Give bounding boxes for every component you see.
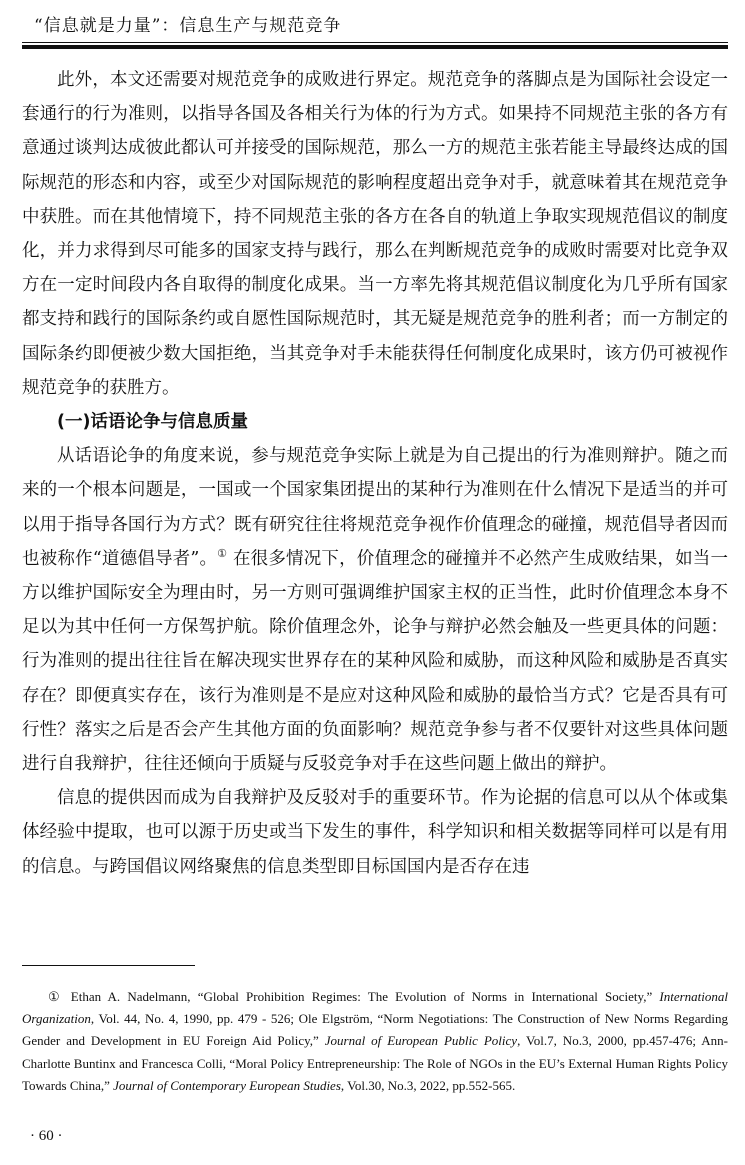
body-text [22, 63, 728, 884]
footnote-marker: ① [48, 989, 64, 1004]
footnote-text-4: , Vol.30, No.3, 2022, pp.552-565. [340, 1077, 516, 1093]
section-subheading: (一)话语论争与信息质量 [57, 412, 248, 433]
page-number: · 60 · [30, 1128, 63, 1144]
footnote-text-1: Ethan A. Nadelmann, “Global Prohibition Regimes: The Evolution of Norms in International Society,” [63, 989, 660, 1004]
footnote-journal-3: Journal of Contemporary European Studies [113, 1077, 341, 1093]
footnote-reference[interactable]: ① [217, 547, 228, 561]
footnote-text-3: , Vol.7, No.3, 2000, pp.457-476; Ann-Charlotte Buntinx and Francesca Colli, “Moral Policy Entrepreneurship: The Role of NGOs in the EU’s External Human Rights Policy Towards China,” [22, 1033, 729, 1093]
header-rule-thick [22, 45, 728, 49]
footnote-text-2: , Vol. 44, No. 4, 1990, pp. 479 - 526; Ole Elgström, “Norm Negotiations: The Construction of New Norms Regarding Gender and Development in EU Foreign Aid Policy,” [22, 1011, 728, 1049]
page-header [22, 14, 728, 49]
paragraph-2-part-b: 在很多情况下，价值理念的碰撞并不必然产生成败结果，如当一方以维护国际安全为理由时，另一方则可强调维护国家主权的正当性，此时价值理念本身不足以为其中任何一方保驾护航。除价值理念外，论争与辩护必然会触及一些更具体的问题：行为准则的提出往往旨在解决现实世界存在的某种风险和威胁，而这种风险和威胁是否真实存在？即便真实存在，该行为准则是不是应对这种风险和威胁的最恰当方式？它是否具有可行性？落实之后是否会产生其他方面的负面影响？规范竞争参与者不仅要针对这些具体问题进行自我辩护，往往还倾向于质疑与反驳竞争对手在这些问题上做出的辩护。 [22, 548, 728, 775]
paragraph-2 [22, 439, 728, 781]
footnote-separator [22, 965, 195, 966]
footnote-1 [22, 986, 728, 1097]
header-rule-thin [22, 42, 728, 43]
footnote-journal-2: Journal of European Public Policy [324, 1033, 518, 1049]
paragraph-2-part-a: 从话语论争的角度来说，参与规范竞争实际上就是为自己提出的行为准则辩护。随之而来的一个根本问题是，一国或一个国家集团提出的某种行为准则在什么情况下是适当的并可以用于指导各国行为方式？既有研究往往将规范竞争视作价值理念的碰撞，规范倡导者因而也被称作“道德倡导者”。 [22, 446, 728, 569]
footnote-journal-1: International Organization [22, 989, 728, 1027]
paragraph-1: 此外，本文还需要对规范竞争的成败进行界定。规范竞争的落脚点是为国际社会设定一套通行的行为准则，以指导各国及各相关行为体的行为方式。如果持不同规范主张的各方有意通过谈判达成彼此都认可并接受的国际规范，那么一方的规范主张若能主导最终达成的国际规范的形态和内容，或至少对国际规范的影响程度超出竞争对手，就意味着其在规范竞争中获胜。而在其他情境下，持不同规范主张的各方在各自的轨道上争取实现规范倡议的制度化，并力求得到尽可能多的国家支持与践行，那么在判断规范竞争的成败时需要对比竞争双方在一定时间段内各自取得的制度化成果。当一方率先将其规范倡议制度化为几乎所有国家都支持和践行的国际条约或自愿性国际规范时，其无疑是规范竞争的胜利者；而一方制定的国际条约即便被少数大国拒绝，当其竞争对手未能获得任何制度化成果时，该方仍可被视作规范竞争的获胜方。 [22, 70, 728, 398]
running-head: “信息就是力量”：信息生产与规范竞争 [34, 16, 342, 36]
paragraph-3: 信息的提供因而成为自我辩护及反驳对手的重要环节。作为论据的信息可以从个体或集体经验中提取，也可以源于历史或当下发生的事件，科学知识和相关数据等同样可以是有用的信息。与跨国倡议网络聚焦的信息类型即目标国国内是否存在违 [22, 788, 728, 877]
